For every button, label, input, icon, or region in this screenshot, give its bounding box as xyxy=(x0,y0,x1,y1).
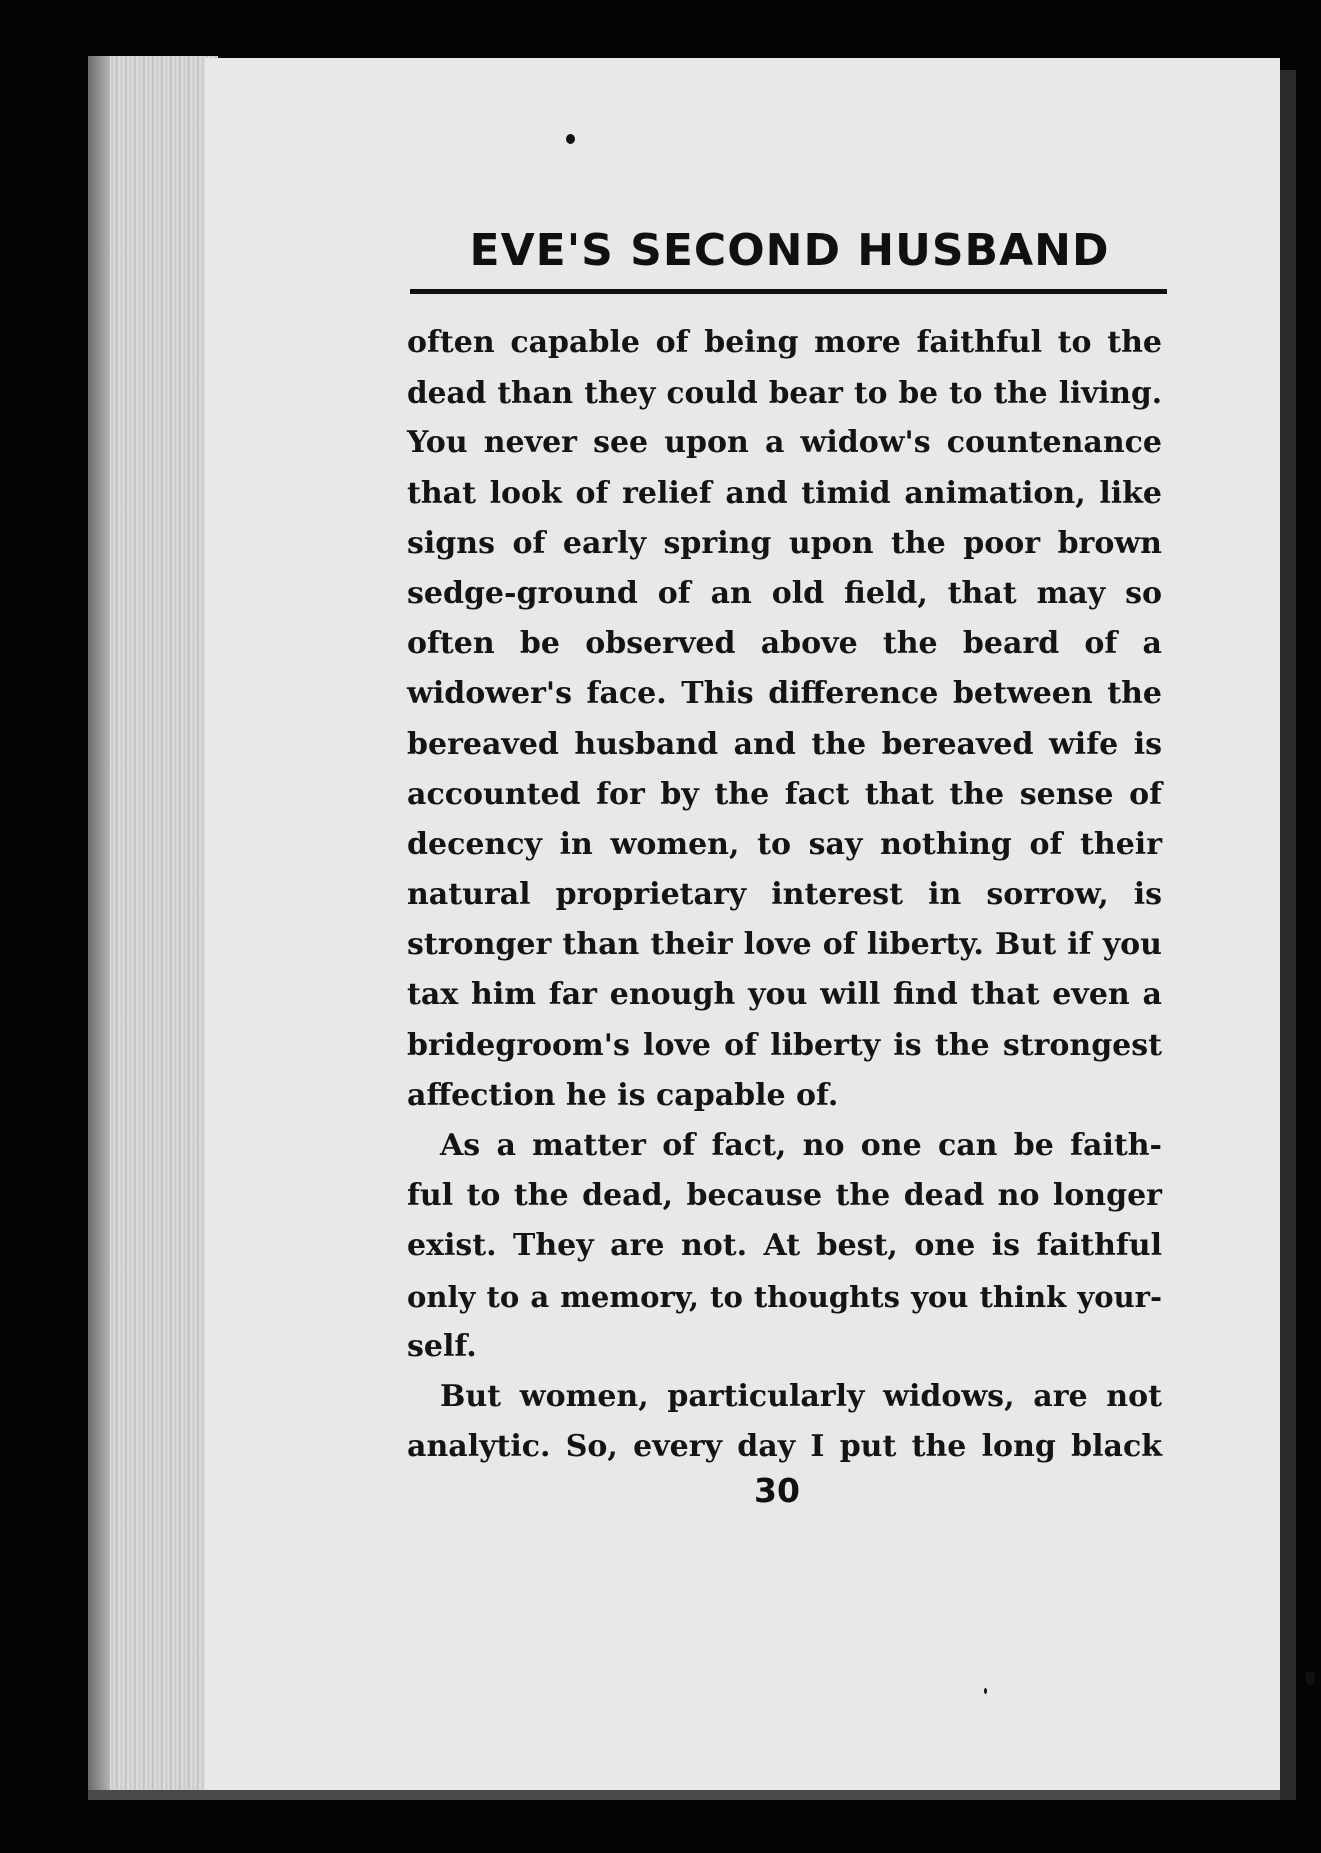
text-line: But women, particularly widows, are not xyxy=(440,1378,1162,1414)
ink-speck xyxy=(984,1688,987,1694)
page-right-shadow xyxy=(1280,70,1296,1800)
text-line: sedge-ground of an old field, that may so xyxy=(407,575,1162,611)
text-line: stronger than their love of liberty. But if you xyxy=(407,927,1162,963)
text-line: exist. They are not. At best, one is faithful xyxy=(407,1228,1162,1264)
text-line: only to a memory, to thoughts you think your- xyxy=(407,1279,1162,1314)
text-line: As a matter of fact, no one can be faith- xyxy=(440,1128,1162,1163)
text-line: ful to the dead, because the dead no longer xyxy=(407,1178,1162,1214)
text-line: decency in women, to say nothing of their xyxy=(407,826,1162,862)
text-line: often capable of being more faithful to the xyxy=(407,325,1162,360)
text-line: bridegroom's love of liberty is the strongest xyxy=(407,1027,1162,1063)
page-bottom-edge xyxy=(88,1790,1280,1800)
text-line: bereaved husband and the bereaved wife is xyxy=(407,726,1162,762)
text-line: dead than they could bear to be to the living. xyxy=(407,375,1162,411)
binding-shadow xyxy=(88,56,110,1796)
text-line: that look of relief and timid animation, like xyxy=(407,475,1162,511)
text-line: accounted for by the fact that the sense of xyxy=(407,776,1162,812)
text-line: often be observed above the beard of a xyxy=(407,626,1162,662)
page-number: 30 xyxy=(754,1471,800,1510)
running-head: EVE'S SECOND HUSBAND xyxy=(469,225,1110,276)
text-line: You never see upon a widow's countenance xyxy=(407,425,1162,461)
header-rule xyxy=(410,289,1167,294)
text-line: natural proprietary interest in sorrow, is xyxy=(407,877,1162,913)
text-line: analytic. So, every day I put the long black xyxy=(407,1429,1162,1465)
ink-speck xyxy=(566,134,575,144)
ink-speck xyxy=(1305,1671,1315,1685)
text-line: affection he is capable of. xyxy=(407,1077,839,1113)
text-line: widower's face. This difference between the xyxy=(407,676,1162,712)
text-line: self. xyxy=(407,1328,477,1364)
text-line: tax him far enough you will find that even a xyxy=(407,977,1162,1013)
text-line: signs of early spring upon the poor brown xyxy=(407,525,1162,561)
body-text xyxy=(407,318,1162,1472)
